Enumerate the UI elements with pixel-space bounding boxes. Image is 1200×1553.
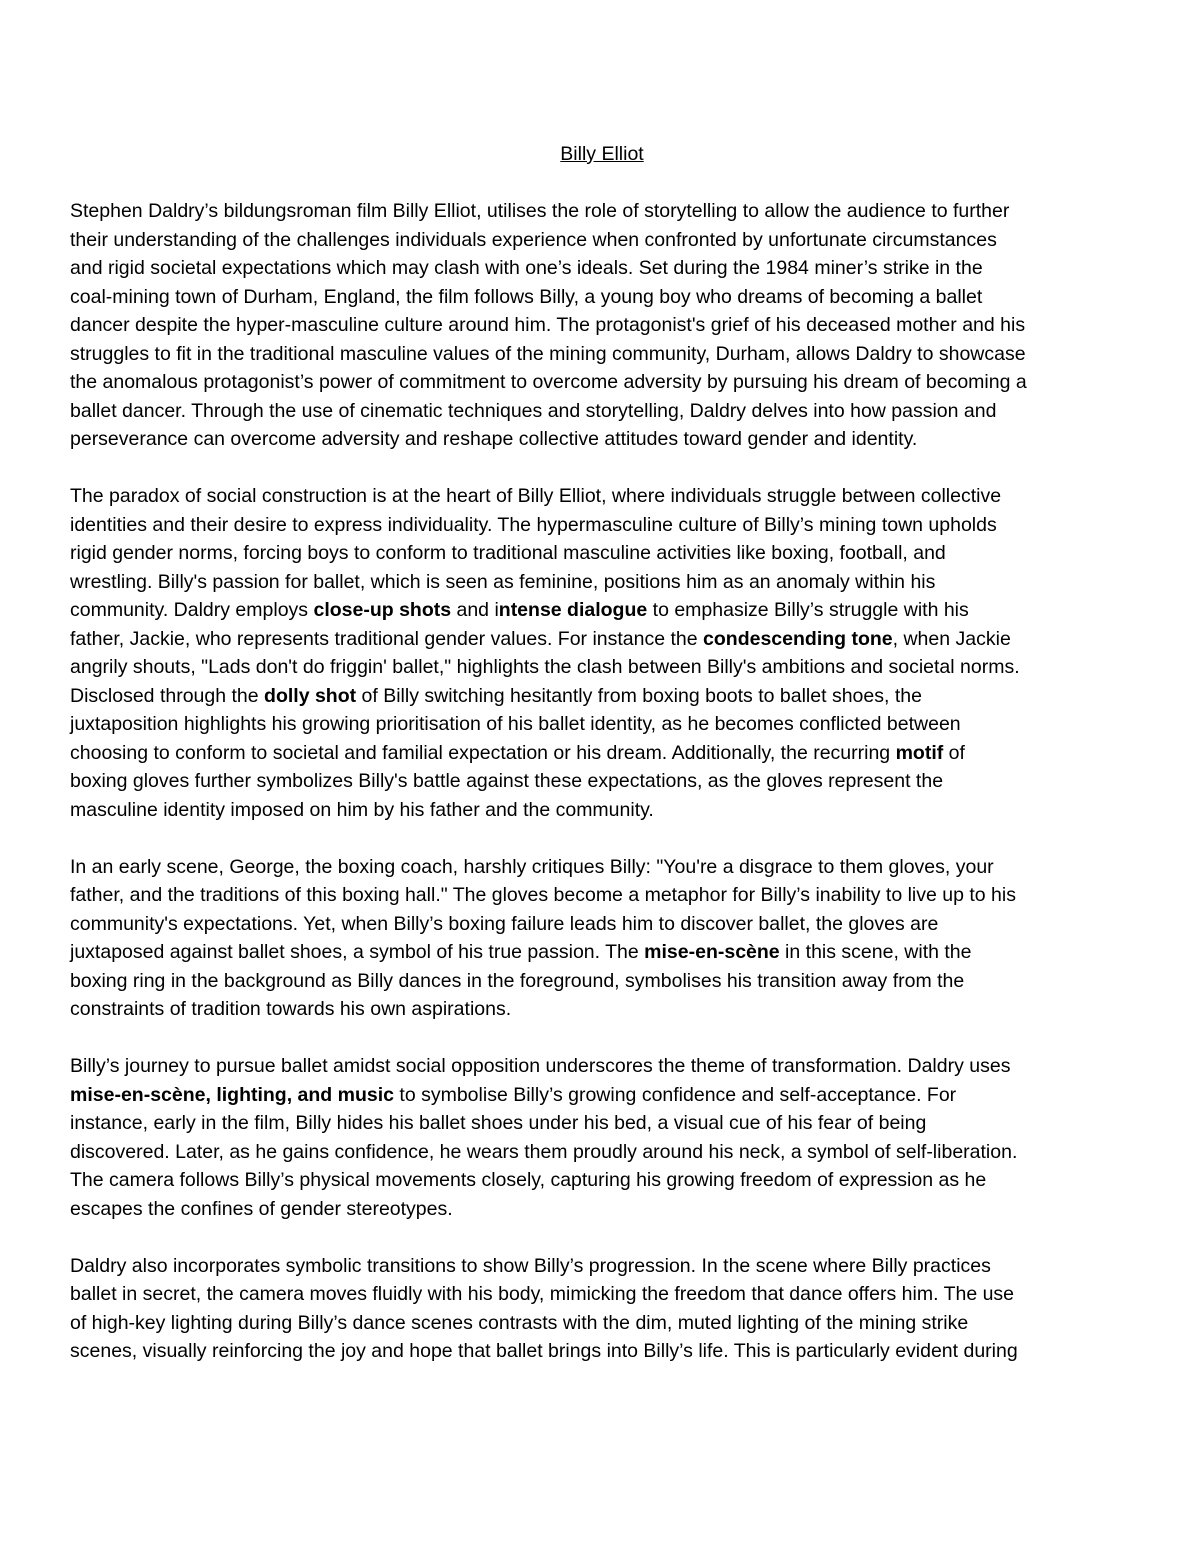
text-segment: community's expectations. Yet, when Billy’s boxing failure leads him to discover ballet, the gloves are: [70, 912, 939, 935]
paragraph-5: [70, 1252, 1134, 1366]
text-line: [70, 995, 1134, 1024]
text-segment: boxing ring in the background as Billy dances in the foreground, symbolises his transition away from the: [70, 969, 965, 992]
text-line: [70, 682, 1134, 711]
text-segment: coal-mining town of Durham, England, the film follows Billy, a young boy who dreams of becoming a ballet: [70, 285, 983, 308]
text-segment: ballet in secret, the camera moves fluidly with his body, mimicking the freedom that dance offers him. The use: [70, 1283, 1015, 1305]
text-segment: The camera follows Billy’s physical movements closely, capturing his growing freedom of expression as he: [70, 1169, 987, 1191]
text-line: [70, 511, 1134, 540]
text-line: [70, 1166, 1134, 1195]
text-line: [70, 482, 1134, 511]
text-line: [70, 1280, 1134, 1309]
text-line: [70, 1252, 1134, 1281]
text-segment: perseverance can overcome adversity and reshape collective attitudes toward gender and identity.: [70, 428, 918, 450]
text-segment: identities and their desire to express individuality. The hypermasculine culture of Billy’s mining town upholds: [70, 513, 997, 536]
text-segment: of Billy switching hesitantly from boxing boots to ballet shoes, the: [356, 684, 922, 707]
text-line: [70, 397, 1134, 426]
text-line: [70, 881, 1134, 910]
text-segment: juxtaposed against ballet shoes, a symbol of his true passion. The: [70, 941, 645, 963]
text-line: [70, 311, 1134, 340]
text-segment: , when Jackie: [892, 627, 1011, 650]
text-segment: in this scene, with the: [779, 941, 972, 963]
text-line: [70, 938, 1134, 967]
text-segment: constraints of tradition towards his own aspirations.: [70, 998, 512, 1020]
text-segment: choosing to conform to societal and familial expectation or his dream. Additionally, the recurring: [70, 741, 896, 764]
bold-term: mise-en-scène: [644, 941, 780, 963]
text-line: [70, 710, 1134, 739]
text-segment: of: [943, 741, 965, 764]
bold-term: ntense dialogue: [498, 599, 648, 621]
text-segment: Daldry also incorporates symbolic transitions to show Billy’s progression. In the scene where Billy practices: [70, 1254, 991, 1277]
text-line: [70, 967, 1134, 996]
text-line: [70, 596, 1134, 625]
text-segment: dancer despite the hyper-masculine culture around him. The protagonist's grief of his deceased mother and his: [70, 314, 1026, 336]
text-segment: Stephen Daldry’s bildungsroman film Billy Elliot, utilises the role of storytelling to allow the audience to further: [70, 200, 1010, 222]
text-segment: rigid gender norms, forcing boys to conform to traditional masculine activities like boxing, football, and: [70, 542, 946, 564]
text-line: [70, 1138, 1134, 1167]
text-line: [70, 1109, 1134, 1138]
text-line: [70, 910, 1134, 939]
text-line: [70, 283, 1134, 312]
text-segment: father, Jackie, who represents traditional gender values. For instance the: [70, 627, 704, 650]
text-line: [70, 767, 1134, 796]
text-segment: father, and the traditions of this boxing hall." The gloves become a metaphor for Billy’s inability to live up to his: [70, 884, 1016, 906]
text-segment: ballet dancer. Through the use of cinematic techniques and storytelling, Daldry delves into how passion and: [70, 399, 997, 422]
text-line: [70, 197, 1134, 226]
text-segment: masculine identity imposed on him by his father and the community.: [70, 798, 654, 821]
paragraph-1: [70, 197, 1134, 454]
document-title: Billy Elliot: [560, 143, 644, 165]
text-segment: boxing gloves further symbolizes Billy's battle against these expectations, as the gloves represent the: [70, 770, 944, 792]
document-page: [70, 140, 1134, 1394]
text-segment: and i: [451, 599, 499, 621]
bold-term: motif: [895, 741, 944, 764]
text-line: [70, 739, 1134, 768]
text-line: [70, 653, 1134, 682]
text-line: [70, 568, 1134, 597]
text-line: [70, 853, 1134, 882]
text-line: [70, 425, 1134, 454]
text-line: [70, 226, 1134, 255]
bold-term: mise-en-scène, lighting, and music: [70, 1083, 394, 1106]
text-segment: escapes the confines of gender stereotypes.: [70, 1197, 453, 1220]
bold-term: dolly shot: [264, 684, 357, 707]
text-line: [70, 1081, 1134, 1110]
text-segment: The paradox of social construction is at the heart of Billy Elliot, where individuals struggle between collective: [70, 485, 1002, 507]
text-line: [70, 625, 1134, 654]
text-segment: wrestling. Billy's passion for ballet, which is seen as feminine, positions him as an anomaly within his: [70, 570, 936, 593]
text-line: [70, 1195, 1134, 1224]
text-segment: and rigid societal expectations which may clash with one’s ideals. Set during the 1984 miner’s strike in the: [70, 257, 983, 279]
text-segment: their understanding of the challenges individuals experience when confronted by unfortunate circumstances: [70, 228, 997, 251]
text-segment: Disclosed through the: [70, 684, 265, 707]
paragraph-4: [70, 1052, 1134, 1223]
text-line: [70, 340, 1134, 369]
text-segment: discovered. Later, as he gains confidence, he wears them proudly around his neck, a symbol of self-liberation.: [70, 1140, 1018, 1163]
text-segment: angrily shouts, "Lads don't do friggin' ballet," highlights the clash between Billy's ambitions and societal norms.: [70, 656, 1020, 678]
bold-term: close-up shots: [313, 599, 452, 621]
text-line: [70, 1309, 1134, 1338]
document-body: [70, 197, 1134, 1366]
bold-term: condescending tone: [703, 627, 893, 650]
text-segment: the anomalous protagonist’s power of commitment to overcome adversity by pursuing his dream of becoming a: [70, 371, 1027, 393]
text-segment: juxtaposition highlights his growing prioritisation of his ballet identity, as he becomes conflicted between: [70, 713, 961, 735]
text-segment: instance, early in the film, Billy hides his ballet shoes under his bed, a visual cue of his fear of being: [70, 1112, 927, 1134]
paragraph-2: [70, 482, 1134, 824]
text-line: [70, 539, 1134, 568]
paragraph-3: [70, 853, 1134, 1024]
text-segment: struggles to fit in the traditional masculine values of the mining community, Durham, allows Daldry to showcase: [70, 342, 1026, 365]
text-segment: Billy’s journey to pursue ballet amidst social opposition underscores the theme of transformation. Daldry uses: [70, 1055, 1011, 1077]
text-segment: scenes, visually reinforcing the joy and hope that ballet brings into Billy’s life. This is particularly evident during: [70, 1340, 1018, 1362]
text-line: [70, 1337, 1134, 1366]
text-segment: community. Daldry employs: [70, 599, 314, 621]
text-line: [70, 254, 1134, 283]
text-segment: to symbolise Billy’s growing confidence and self-acceptance. For: [394, 1083, 957, 1106]
text-line: [70, 1052, 1134, 1081]
text-segment: of high-key lighting during Billy’s dance scenes contrasts with the dim, muted lighting of the mining strike: [70, 1311, 969, 1334]
text-line: [70, 796, 1134, 825]
text-line: [70, 368, 1134, 397]
text-segment: to emphasize Billy’s struggle with his: [647, 599, 969, 621]
text-segment: In an early scene, George, the boxing coach, harshly critiques Billy: "You're a disgrace to them gloves, your: [70, 855, 994, 878]
